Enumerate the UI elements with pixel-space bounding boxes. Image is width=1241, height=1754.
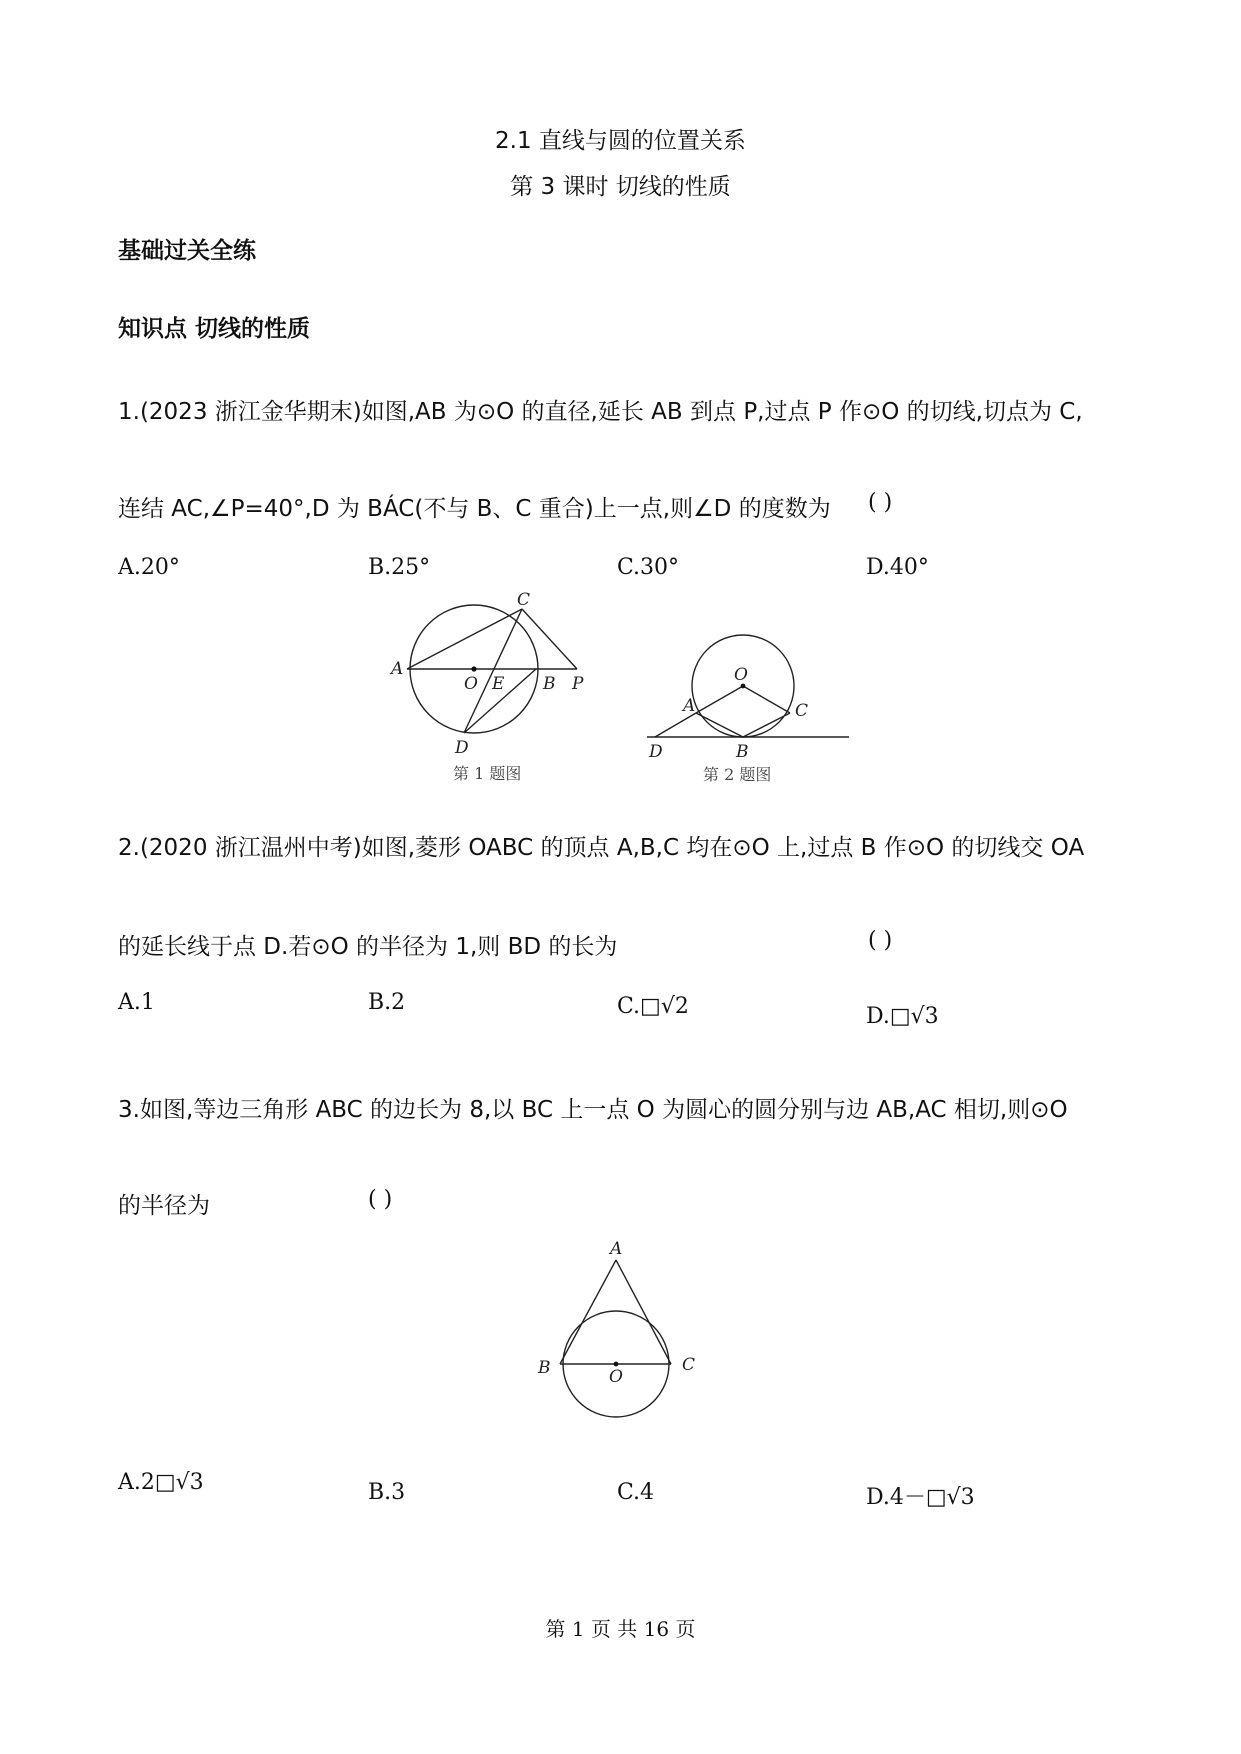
option-b: B.2 — [368, 990, 406, 1015]
label-c: C — [517, 590, 531, 610]
option-b: B.3 — [368, 1480, 406, 1505]
question-3-line-2: 的半径为 — [118, 1193, 210, 1219]
label-d: D — [649, 742, 663, 762]
option-a: A.1 — [118, 990, 155, 1015]
option-d: D.□√3 — [866, 1004, 939, 1029]
option-c: C.30° — [617, 555, 680, 580]
label-o: O — [464, 674, 478, 694]
center-dot — [614, 1362, 619, 1367]
question-2-line-2: 的延长线于点 D.若⊙O 的半径为 1,则 BD 的长为 — [118, 934, 618, 960]
label-a: A — [610, 1240, 623, 1259]
label-c: C — [795, 701, 809, 721]
question-3-line-1: 3.如图,等边三角形 ABC 的边长为 8,以 BC 上一点 O 为圆心的圆分别与边 AB,AC 相切,则⊙O — [118, 1097, 1068, 1123]
option-d: D.40° — [866, 555, 929, 580]
label-b: B — [543, 674, 556, 694]
label-a: A — [391, 659, 404, 679]
figure-1 — [385, 590, 610, 790]
lesson-subtitle: 第 3 课时 切线的性质 — [510, 174, 731, 200]
question-1-line-2: 连结 AC,∠P=40°,D 为 BÁC(不与 B、C 重合)上一点,则∠D 的度数为 — [118, 496, 831, 522]
option-c: C.□√2 — [617, 994, 689, 1019]
label-b: B — [736, 742, 749, 762]
answer-bracket: ( ) — [868, 928, 893, 953]
topic-heading: 知识点 切线的性质 — [118, 316, 311, 342]
page-footer: 第 1 页 共 16 页 — [545, 1617, 696, 1641]
question-1-line-1: 1.(2023 浙江金华期末)如图,AB 为⊙O 的直径,延长 AB 到点 P,过点 P 作⊙O 的切线,切点为 C, — [118, 399, 1083, 425]
label-a: A — [683, 696, 696, 716]
label-o: O — [609, 1367, 623, 1387]
answer-bracket: ( ) — [368, 1187, 393, 1212]
option-a: A.2□√3 — [118, 1470, 204, 1495]
figure-3 — [530, 1240, 710, 1455]
option-d: D.4－□√3 — [866, 1485, 975, 1510]
label-o: O — [734, 665, 748, 685]
label-d: D — [455, 738, 469, 758]
option-c: C.4 — [617, 1480, 655, 1505]
question-2-line-1: 2.(2020 浙江温州中考)如图,菱形 OABC 的顶点 A,B,C 均在⊙O 上,过点 B 作⊙O 的切线交 OA — [118, 835, 1085, 861]
section-heading: 基础过关全练 — [118, 238, 256, 264]
label-c: C — [682, 1355, 696, 1375]
figure-1-caption: 第 1 题图 — [453, 764, 522, 783]
figure-2-caption: 第 2 题图 — [703, 765, 772, 784]
center-dot — [471, 666, 476, 671]
label-b: B — [538, 1358, 551, 1378]
answer-bracket: ( ) — [868, 490, 893, 515]
figure-2 — [635, 620, 855, 790]
option-b: B.25° — [368, 555, 431, 580]
label-e: E — [492, 674, 505, 694]
option-a: A.20° — [118, 555, 180, 580]
lesson-title: 2.1 直线与圆的位置关系 — [495, 128, 746, 154]
label-p: P — [572, 674, 584, 694]
